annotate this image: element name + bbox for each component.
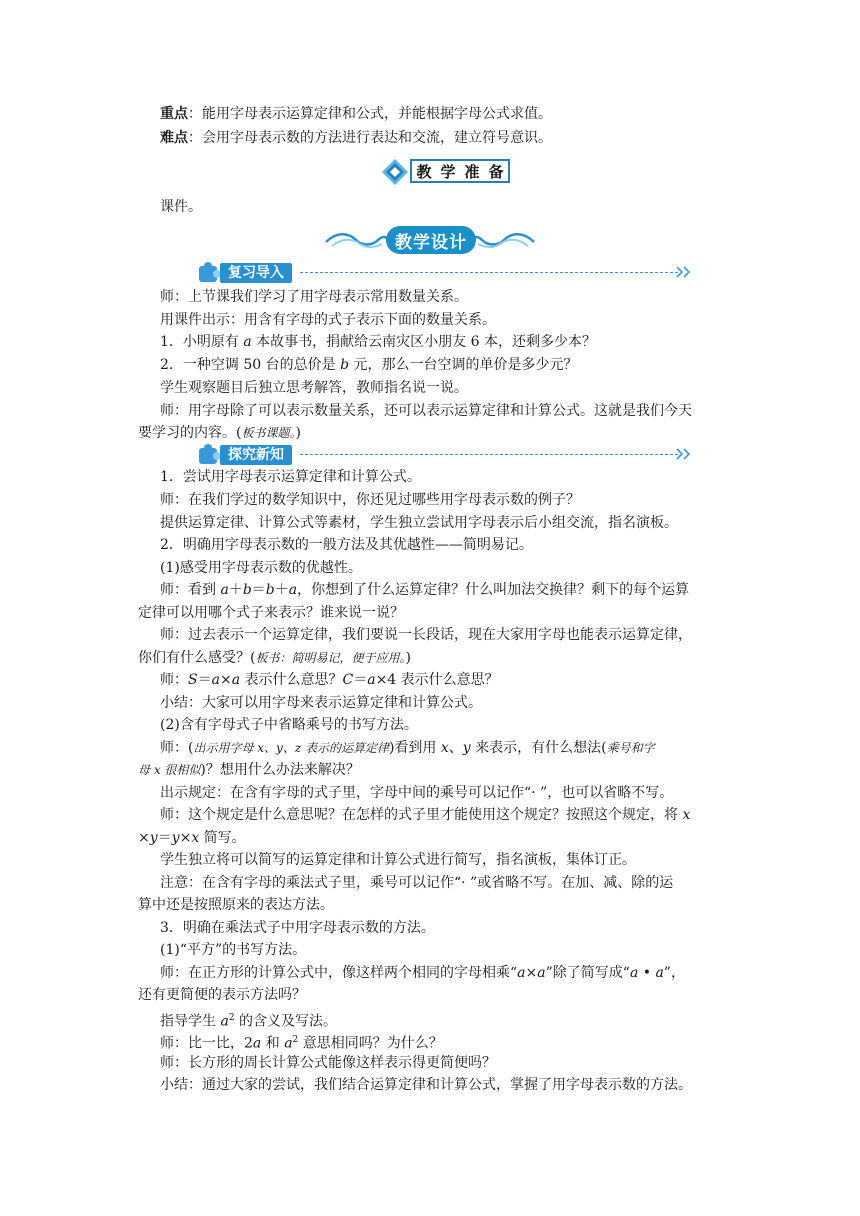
key-point-text: ：能用字母表示运算定律和公式，并能根据字母公式求值。 [188,106,552,122]
paragraph: 注意：在含有字母的乘法式子里，乘号可以记作“· ”或省略不写。在加、减、除的运 [160,875,674,891]
variable: a [231,672,241,688]
paragraph: 师：在我们学过的数学知识中，你还见过哪些用字母表示数的例子？ [160,492,580,508]
text: )？想用什么办法来解决？ [200,762,360,778]
exponent: 2 [228,1013,235,1023]
paragraph: 1．尝试用字母表示运算定律和计算公式。 [160,469,421,485]
variable: a [220,582,229,598]
variable: a [537,965,546,981]
paragraph [160,963,760,983]
text: 意思相同吗？为什么？ [298,1035,443,1052]
key-point-label: 重点 [160,106,188,122]
variable: a • a [629,965,664,981]
text: 要学习的内容。( [138,425,242,441]
text: 元，那么一台空调的单价是多少元？ [349,357,578,373]
text: 简写。 [199,830,246,846]
text: 师：在正方形的计算公式中，像这样两个相同的字母相乘“ [160,965,518,981]
paragraph: 师：上节课我们学习了用字母表示常用数量关系。 [160,289,468,305]
design-banner [322,224,538,256]
paragraph: 用课件出示：用含有字母的式子表示下面的数量关系。 [160,312,496,328]
difficulty-line [160,128,760,148]
paragraph: 提供运算定律、计算公式等素材，学生独立尝试用字母表示后小组交流，指名演板。 [160,515,678,531]
paragraph: 2．明确用字母表示数的一般方法及其优越性——简明易记。 [160,537,533,553]
variable: a [243,334,252,350]
board-note: 母 x 很相似 [138,763,201,777]
text: ＋ [274,582,289,598]
text: × [219,672,232,688]
puzzle-icon [196,443,222,467]
variable: x [440,740,449,756]
text: 师：这个规定是什么意思呢？在怎样的式子里才能使用这个规定？按照这个规定，将 [160,807,683,823]
text: 本故事书，捐献给云南灾区小朋友 6 本，还剩多少本？ [251,334,596,350]
paragraph [160,580,760,600]
text: ＝ [251,582,266,598]
prep-content: 课件。 [160,199,202,215]
text: ＝ [157,830,172,846]
variable: x [191,830,200,846]
paragraph: 3．明确在乘法式子中用字母表示数的方法。 [160,920,435,936]
text: ) [405,650,411,666]
design-title: 教学设计 [386,226,476,254]
double-chevron-icon [676,447,692,461]
variable: S [188,672,198,688]
variable: y [171,830,180,846]
variable: a [211,672,220,688]
variable: a [367,672,376,688]
paragraph: (1)感受用字母表示数的优越性。 [160,560,362,576]
difficulty-label: 难点 [160,130,188,146]
variable: a [284,1035,293,1052]
prep-title [410,159,510,183]
book-icon [380,156,410,186]
paragraph [160,670,760,690]
text: 你们有什么感受？( [138,650,256,666]
text: ，你想到了什么运算定律？什么叫加法交换律？剩下的每个运算 [297,582,690,598]
prep-char: 备 [488,162,504,181]
variable: y [149,830,158,846]
dashed-divider [300,454,678,455]
paragraph: 学生独立将可以简写的运算定律和计算公式进行简写，指名演板，集体订正。 [160,852,636,868]
text: 师：看到 [160,582,221,598]
paragraph: 师：用字母除了可以表示数量关系，还可以表示运算定律和计算公式。这就是我们今天 [160,403,692,419]
text: ”除了简写成“ [545,965,630,981]
paragraph [160,738,760,758]
text: 师： [160,672,188,688]
section-explore-header [196,443,696,467]
text: ”， [663,965,685,981]
paragraph: (1)“平方”的书写方法。 [160,942,307,958]
variable: a [252,1035,262,1052]
variable: C [342,672,354,688]
double-chevron-icon [676,265,692,279]
question-1 [160,332,760,352]
variable: a [220,1013,229,1030]
paragraph [138,648,738,668]
paragraph [160,1030,760,1054]
text: 指导学生 [160,1013,221,1030]
text: ＝ [353,672,368,688]
board-note: 板书：简明易记，便于应用。 [255,651,406,665]
section-explore-title: 探究新知 [220,445,292,465]
paragraph: 小结：大家可以用字母来表示运算定律和计算公式。 [160,695,482,711]
text: )看到用 [388,740,441,756]
paragraph: 学生观察题目后独立思考解答，教师指名说一说。 [160,380,468,396]
board-note: 板书课题。 [241,426,296,440]
difficulty-text: ：会用字母表示数的方法进行表达和交流，建立符号意识。 [188,130,552,146]
paragraph: (2)含有字母式子中省略乘号的书写方法。 [160,717,418,733]
question-2 [160,355,760,375]
paragraph: 出示规定：在含有字母的式子里，字母中间的乘号可以记作“· ”，也可以省略不写。 [160,785,674,801]
variable: x [682,807,691,823]
paragraph [138,760,738,780]
board-note: 出示用字母 x、y、z 表示的运算定律 [193,741,389,755]
text: 1．小明原有 [160,334,244,350]
text: ＝ [197,672,212,688]
paragraph: 定律可以用哪个式子来表示？谁来说一说？ [138,605,404,621]
text: 表示什么意思？ [240,672,343,688]
variable: b [340,357,350,373]
prep-char: 准 [464,162,480,181]
paragraph: 小结：通过大家的尝试，我们结合运算定律和计算公式，掌握了用字母表示数的方法。 [160,1077,692,1093]
text: ＋ [228,582,243,598]
key-point-line [160,104,760,124]
text: 2．一种空调 50 台的总价是 [160,357,341,373]
text: × [525,965,538,981]
paragraph [160,1008,760,1032]
prep-char: 教 [416,162,432,181]
variable: b [265,582,275,598]
text: 、 [448,740,463,756]
variable: y [462,740,471,756]
paragraph: 还有更简便的表示方法吗？ [138,987,306,1003]
prep-char: 学 [440,162,456,181]
paragraph [138,423,738,443]
exponent: 2 [292,1035,299,1045]
paragraph: 师：过去表示一个运算定律，我们要说一长段话，现在大家用字母也能表示运算定律， [160,627,692,643]
text: 师：( [160,740,194,756]
text: 师：比一比，2 [160,1035,253,1052]
paragraph [160,805,760,825]
text: × [138,830,150,846]
text: ×4 表示什么意思？ [375,672,499,688]
paragraph: 算中还是按照原来的表达方法。 [138,897,334,913]
paragraph [138,828,738,848]
board-note: 乘号和字 [606,741,655,755]
paragraph: 师：长方形的周长计算公式能像这样表示得更简便吗？ [160,1055,496,1071]
text: 的含义及写法。 [234,1013,337,1030]
variable: b [242,582,252,598]
text: × [179,830,192,846]
text: 来表示，有什么想法( [470,740,607,756]
variable: a [517,965,526,981]
variable: a [288,582,298,598]
text: 和 [261,1035,285,1052]
section-review-title: 复习导入 [220,263,292,283]
dashed-divider [300,272,678,273]
text: ) [295,425,301,441]
section-review-header [196,261,696,285]
puzzle-icon [196,261,222,285]
